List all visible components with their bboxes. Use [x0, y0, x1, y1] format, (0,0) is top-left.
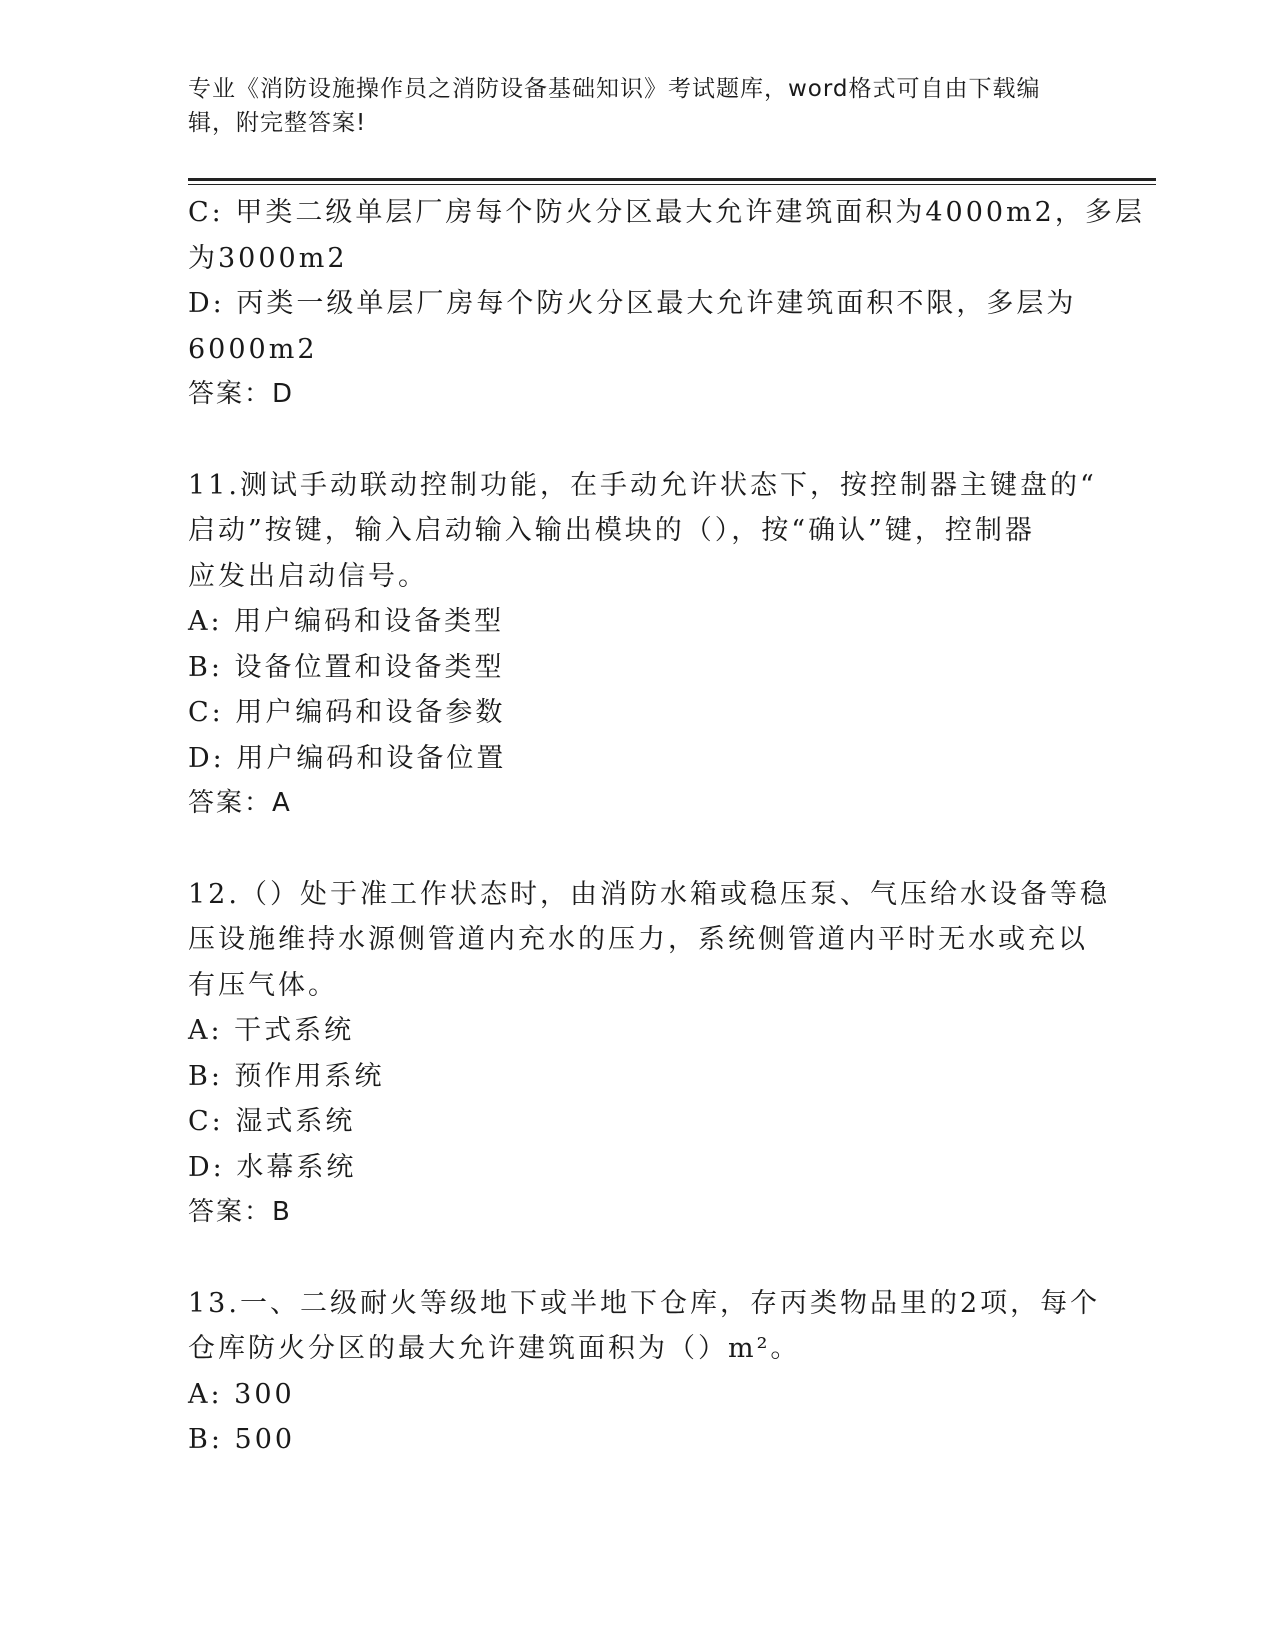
header-line-1: 专业《消防设施操作员之消防设备基础知识》考试题库，word格式可自由下载编 — [188, 76, 1041, 102]
answer-line: 答案：B — [188, 1197, 292, 1227]
option-c: C: 用户编码和设备参数 — [188, 697, 506, 728]
question-stem-continued: 压设施维持水源侧管道内充水的压力，系统侧管道内平时无水或充以 — [188, 924, 1088, 955]
spacer — [188, 827, 1088, 872]
option-d: D: 水幕系统 — [188, 1151, 357, 1183]
option-c-continued: 为3000m2 — [188, 242, 348, 274]
answer-line: 答案：D — [188, 379, 295, 409]
option-d: D: 用户编码和设备位置 — [188, 742, 507, 774]
question-stem: 13.一、二级耐火等级地下或半地下仓库，存丙类物品里的2项，每个 — [188, 1287, 1101, 1319]
option-d: D: 丙类一级单层厂房每个防火分区最大允许建筑面积不限，多层为 — [188, 288, 1077, 319]
question-stem-continued: 有压气体。 — [188, 969, 338, 1001]
option-d-continued: 6000m2 — [188, 333, 318, 365]
header-divider-thin — [188, 184, 1156, 185]
option-b: B: 设备位置和设备类型 — [188, 651, 505, 683]
option-c: C: 甲类二级单层厂房每个防火分区最大允许建筑面积为4000m2，多层 — [188, 197, 1145, 228]
question-stem-continued: 应发出启动信号。 — [188, 560, 428, 592]
question-10-tail — [188, 190, 1145, 418]
question-stem: 11.测试手动联动控制功能，在手动允许状态下，按控制器主键盘的“ — [188, 469, 1097, 501]
question-12 — [188, 872, 1110, 1236]
option-b: B: 预作用系统 — [188, 1060, 385, 1092]
answer-line: 答案：A — [188, 788, 292, 818]
question-stem-continued: 仓库防火分区的最大允许建筑面积为（）m²。 — [188, 1333, 801, 1364]
header-divider-thick — [188, 178, 1156, 181]
question-stem-continued: 启动”按键，输入启动输入输出模块的（），按“确认”键，控制器 — [188, 515, 1035, 546]
option-a: A: 干式系统 — [188, 1015, 355, 1046]
question-stem: 12.（）处于准工作状态时，由消防水箱或稳压泵、气压给水设备等稳 — [188, 878, 1110, 910]
question-11 — [188, 463, 1097, 827]
option-c: C: 湿式系统 — [188, 1106, 356, 1137]
document-header — [188, 72, 1088, 140]
spacer — [188, 418, 1088, 463]
option-a: A: 300 — [188, 1378, 295, 1410]
option-a: A: 用户编码和设备类型 — [188, 606, 505, 637]
option-b: B: 500 — [188, 1424, 296, 1455]
question-13 — [188, 1281, 1101, 1463]
header-line-2: 辑，附完整答案! — [188, 110, 367, 136]
question-list — [188, 190, 1145, 1463]
spacer — [188, 1236, 1088, 1281]
